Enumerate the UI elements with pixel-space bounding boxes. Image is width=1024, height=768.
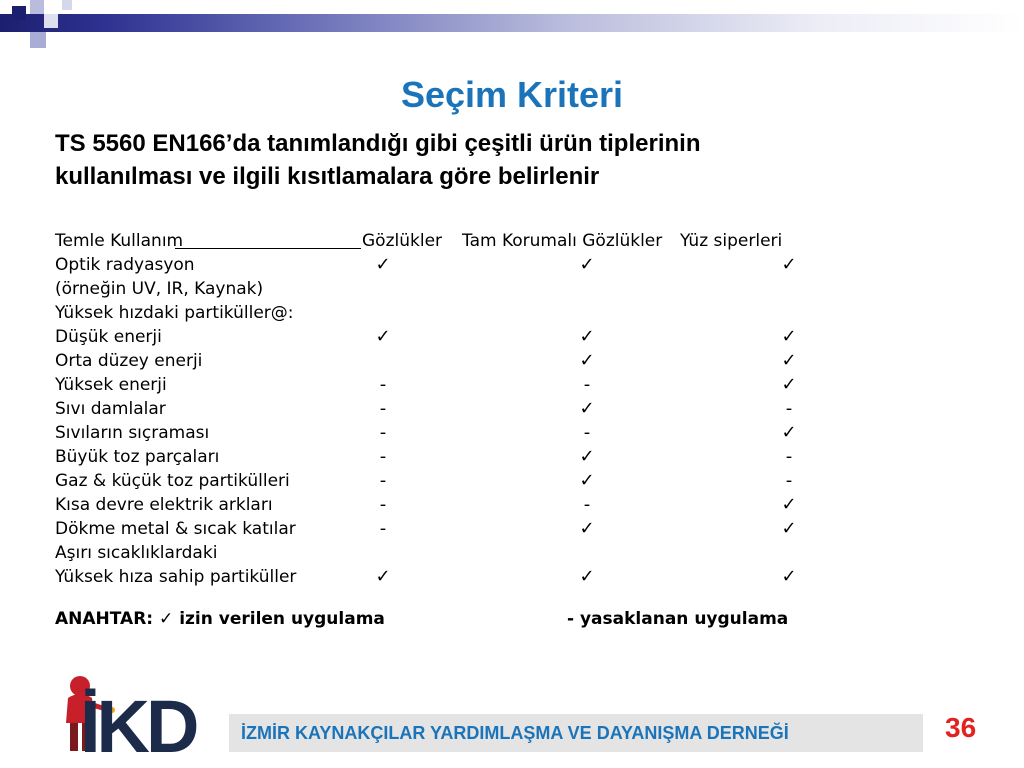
goggles-mark: ✓ xyxy=(579,350,595,371)
table-row xyxy=(55,517,815,541)
goggles-mark: ✓ xyxy=(579,470,595,491)
footer-bar xyxy=(229,714,923,752)
row-label: Düşük enerji xyxy=(55,327,162,347)
header-gradient-bar xyxy=(0,14,1024,32)
glasses-mark: - xyxy=(379,422,387,443)
table-row xyxy=(55,421,815,445)
row-label: Yüksek enerji xyxy=(55,375,167,395)
goggles-mark: ✓ xyxy=(579,518,595,539)
face-shield-mark: ✓ xyxy=(781,566,797,587)
glasses-mark: ✓ xyxy=(375,326,391,347)
goggles-mark: ✓ xyxy=(579,446,595,467)
subtitle-line-2: kullanılması ve ilgili kısıtlamalara göre belirlenir xyxy=(55,163,600,190)
face-shield-mark: ✓ xyxy=(781,374,797,395)
header-square xyxy=(62,0,72,10)
face-shield-mark: ✓ xyxy=(781,350,797,371)
table-row xyxy=(55,565,815,589)
legend-allowed xyxy=(55,609,385,629)
header-square xyxy=(44,14,58,28)
legend-key-label: ANAHTAR: xyxy=(55,609,154,629)
table-row xyxy=(55,445,815,469)
row-label: Orta düzey enerji xyxy=(55,351,203,371)
row-label: Dökme metal & sıcak katılar xyxy=(55,519,296,539)
table-row xyxy=(55,493,815,517)
goggles-mark: - xyxy=(583,374,591,395)
table-row xyxy=(55,397,815,421)
goggles-mark: ✓ xyxy=(579,254,595,275)
table-row xyxy=(55,349,815,373)
glasses-mark: ✓ xyxy=(375,566,391,587)
table-row xyxy=(55,301,815,325)
row-label: Büyük toz parçaları xyxy=(55,447,220,467)
row-label: Yüksek hızdaki partiküller@: xyxy=(55,303,294,323)
header-square xyxy=(30,0,44,14)
face-shield-mark: ✓ xyxy=(781,422,797,443)
ikd-logo xyxy=(58,668,228,760)
header-goggles: Tam Korumalı Gözlükler xyxy=(462,231,663,251)
page-number: 36 xyxy=(945,712,977,743)
check-icon: ✓ xyxy=(159,609,174,629)
face-shield-mark: - xyxy=(785,470,793,491)
face-shield-mark: - xyxy=(785,398,793,419)
row-label: Gaz & küçük toz partikülleri xyxy=(55,471,290,491)
face-shield-mark: ✓ xyxy=(781,254,797,275)
slide-title: Seçim Kriteri xyxy=(400,74,624,115)
face-shield-mark: ✓ xyxy=(781,518,797,539)
goggles-mark: - xyxy=(583,422,591,443)
row-label: Sıvıların sıçraması xyxy=(55,423,210,443)
goggles-mark: - xyxy=(583,494,591,515)
header-glasses: Gözlükler xyxy=(362,231,443,251)
table-row xyxy=(55,469,815,493)
row-label: Kısa devre elektrik arkları xyxy=(55,495,273,515)
row-label: Yüksek hıza sahip partiküller xyxy=(55,567,297,587)
face-shield-mark: ✓ xyxy=(781,494,797,515)
row-label: Sıvı damlalar xyxy=(55,399,166,419)
legend-forbidden: - yasaklanan uygulama xyxy=(567,609,789,629)
glasses-mark: - xyxy=(379,470,387,491)
logo-text: İKD xyxy=(80,685,196,760)
table-body xyxy=(55,253,815,589)
row-label: (örneğin UV, IR, Kaynak) xyxy=(55,279,264,299)
glasses-mark: - xyxy=(379,494,387,515)
subtitle-line-1: TS 5560 EN166’da tanımlandığı gibi çeşitli ürün tiplerinin xyxy=(55,130,701,157)
table-row xyxy=(55,541,815,565)
glasses-mark: - xyxy=(379,518,387,539)
table-row xyxy=(55,373,815,397)
glasses-mark: ✓ xyxy=(375,254,391,275)
row-label: Aşırı sıcaklıklardaki xyxy=(55,543,218,563)
glasses-mark: - xyxy=(379,374,387,395)
legend-allowed-text: izin verilen uygulama xyxy=(179,609,385,629)
face-shield-mark: - xyxy=(785,446,793,467)
face-shield-mark: ✓ xyxy=(781,326,797,347)
footer-organization: İZMİR KAYNAKÇILAR YARDIMLAŞMA VE DAYANIŞMA DERNEĞİ xyxy=(241,723,789,743)
header-square xyxy=(12,6,26,20)
glasses-mark: - xyxy=(379,398,387,419)
header-underline xyxy=(175,248,361,249)
glasses-mark: - xyxy=(379,446,387,467)
header-square xyxy=(30,32,46,48)
goggles-mark: ✓ xyxy=(579,398,595,419)
header-face-shields: Yüz siperleri xyxy=(680,231,783,251)
goggles-mark: ✓ xyxy=(579,566,595,587)
table-header-row xyxy=(55,229,815,253)
row-label: Optik radyasyon xyxy=(55,255,195,275)
header-usage: Temle Kullanım xyxy=(55,231,184,251)
goggles-mark: ✓ xyxy=(579,326,595,347)
table-row xyxy=(55,253,815,277)
selection-table xyxy=(55,229,815,589)
slide-subtitle xyxy=(55,127,955,193)
table-row xyxy=(55,277,815,301)
table-row xyxy=(55,325,815,349)
